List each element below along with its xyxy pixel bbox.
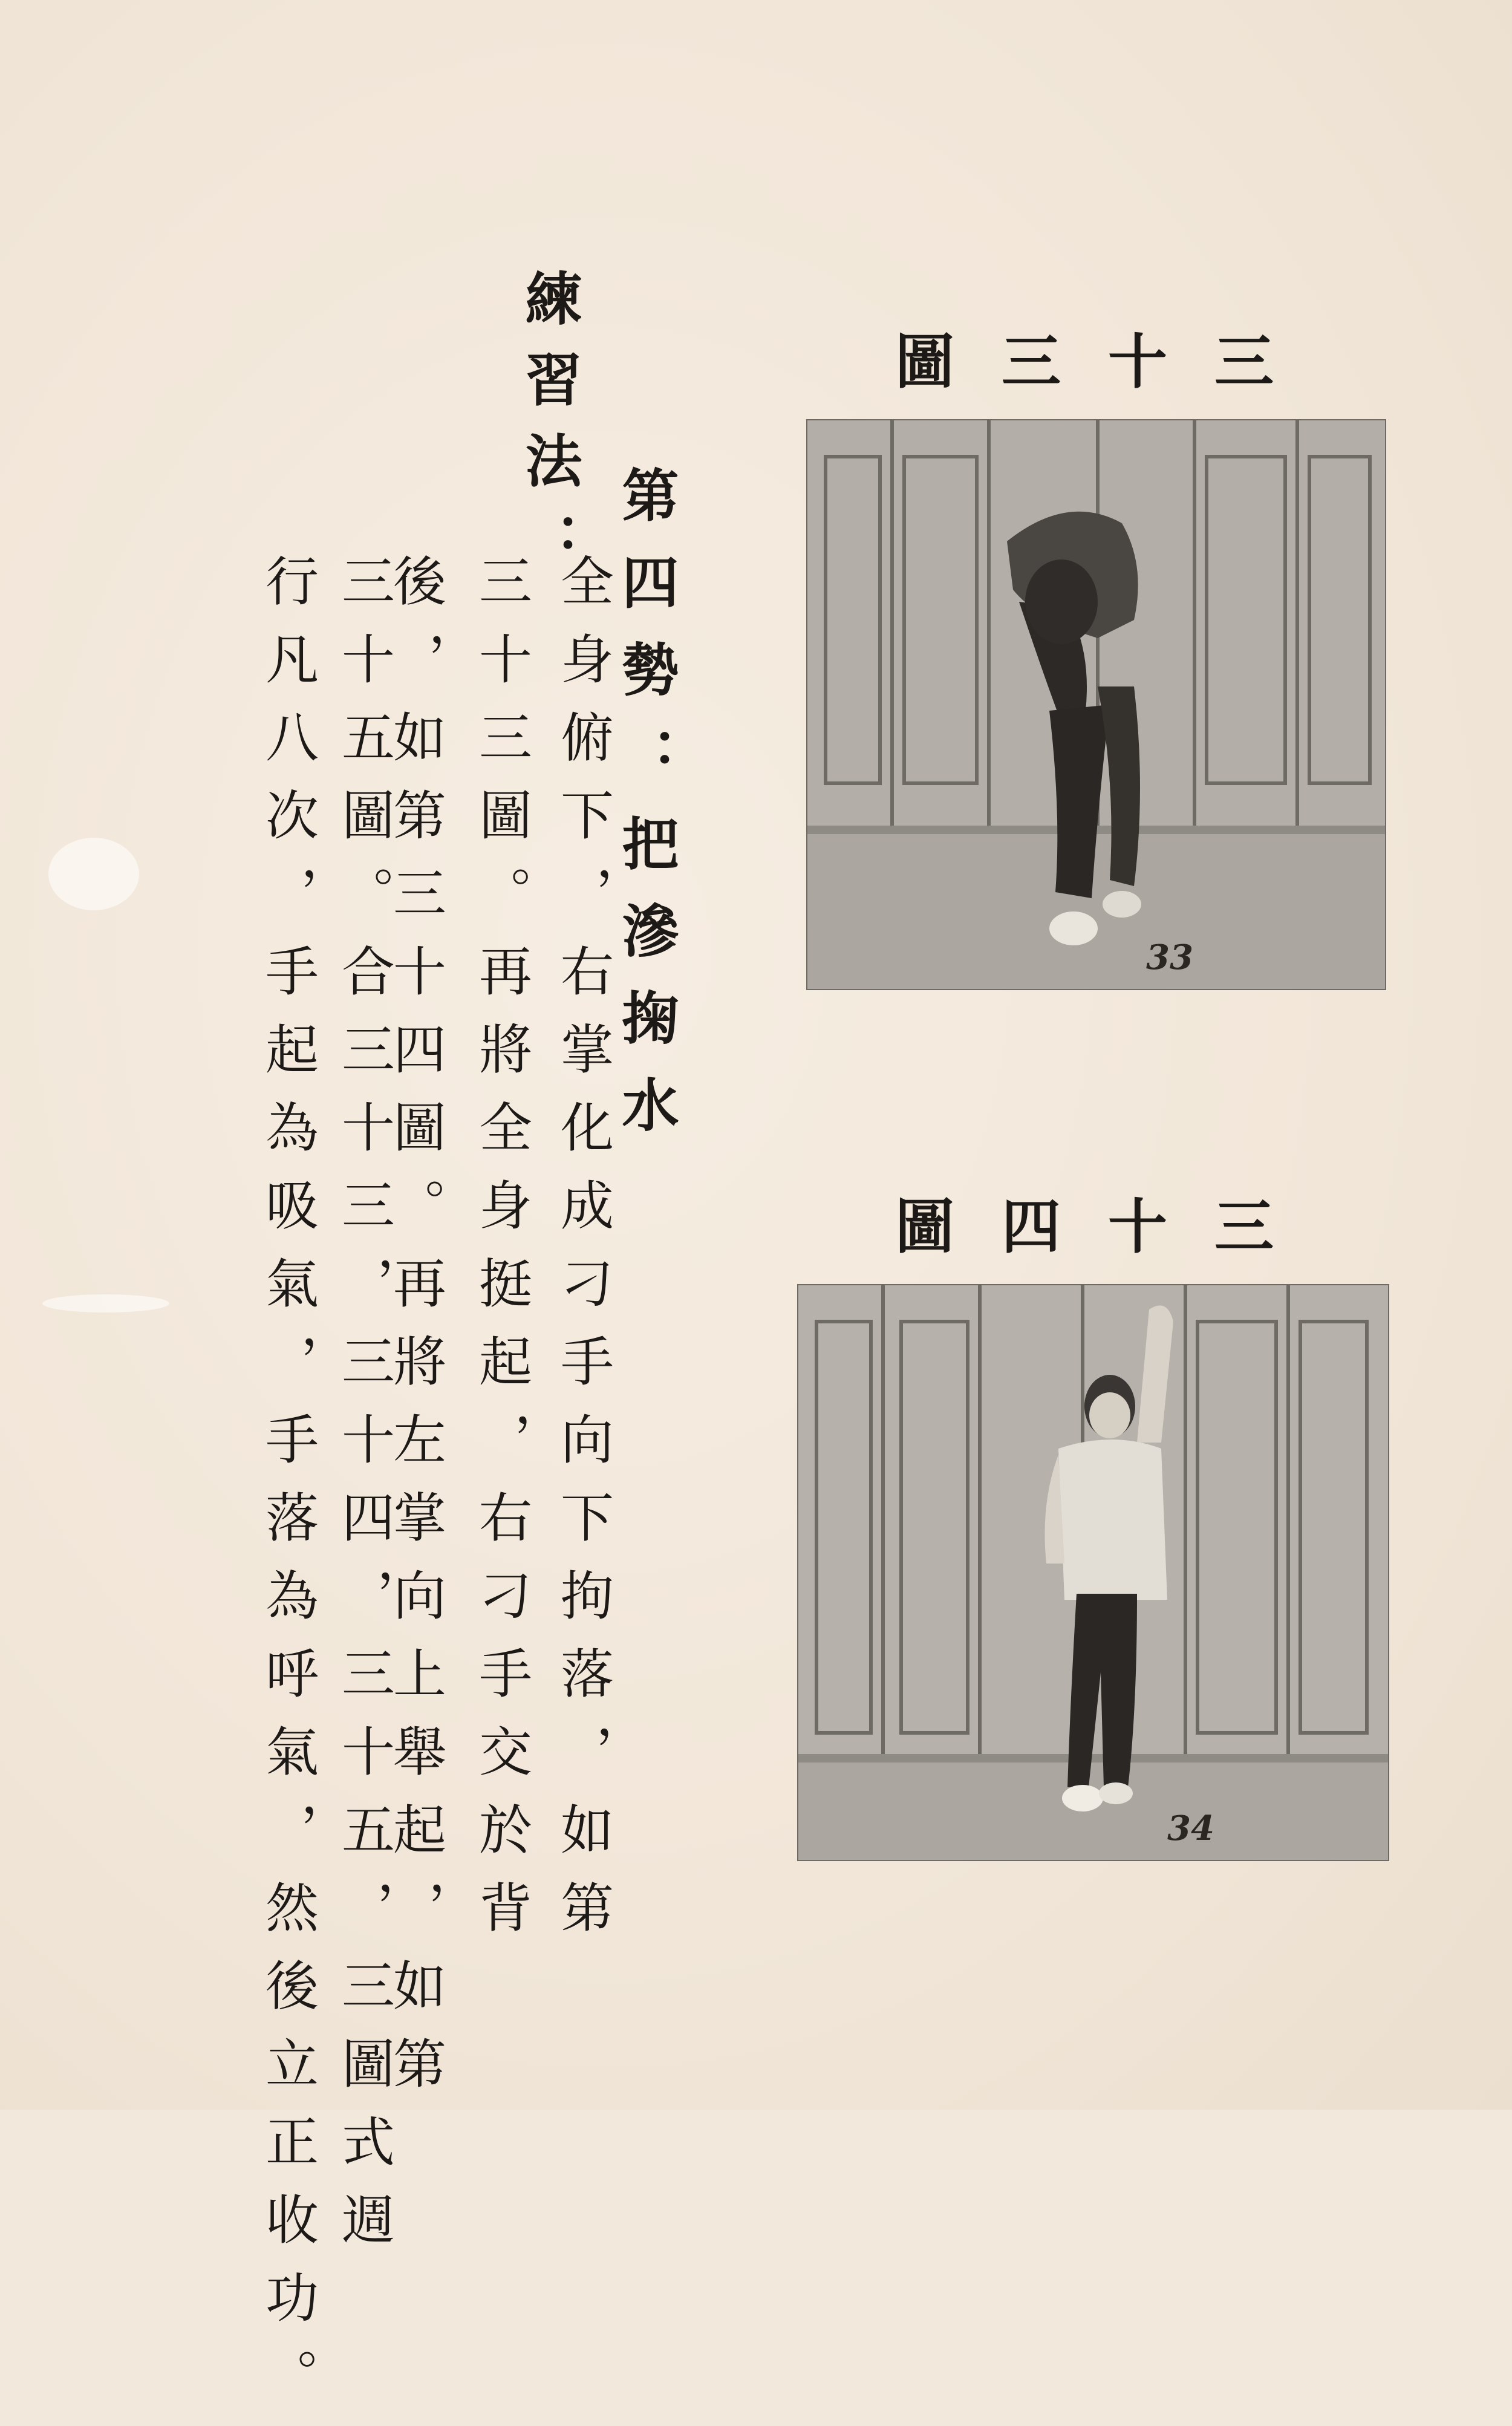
figure-33-illustration <box>807 420 1385 989</box>
paper-crease <box>48 838 139 910</box>
body-column-2: 三十三圖。再將全身挺起，右刁手交於背 <box>471 553 533 1958</box>
section-title: 練習法： <box>515 269 582 593</box>
body-column-5: 行凡八次，手起為吸氣，手落為呼氣，然後立正收功。 <box>257 553 319 2426</box>
body-column-1: 全身俯下，右掌化成刁手向下拘落，如第 <box>552 553 614 1958</box>
body-column-4: 三十五圖。合三十三，三十四，三十五，三圖式週 <box>333 553 396 2270</box>
figure-34-illustration <box>798 1285 1388 1860</box>
paper-crease <box>42 1294 169 1312</box>
body-column-3: 後，如第三十四圖。再將左掌向上舉起，如第 <box>385 553 447 2114</box>
exercise-heading: 第四勢：把滲掬水 <box>612 466 679 1162</box>
figure-33-photo <box>807 420 1385 989</box>
figure-34-number: 34 <box>1167 1808 1214 1848</box>
figure-34-photo <box>798 1285 1388 1860</box>
figure-34-caption: 圖四十三 <box>895 1192 1321 1262</box>
figure-33-caption: 圖三十三 <box>895 327 1321 397</box>
figure-33-number: 33 <box>1146 937 1193 977</box>
